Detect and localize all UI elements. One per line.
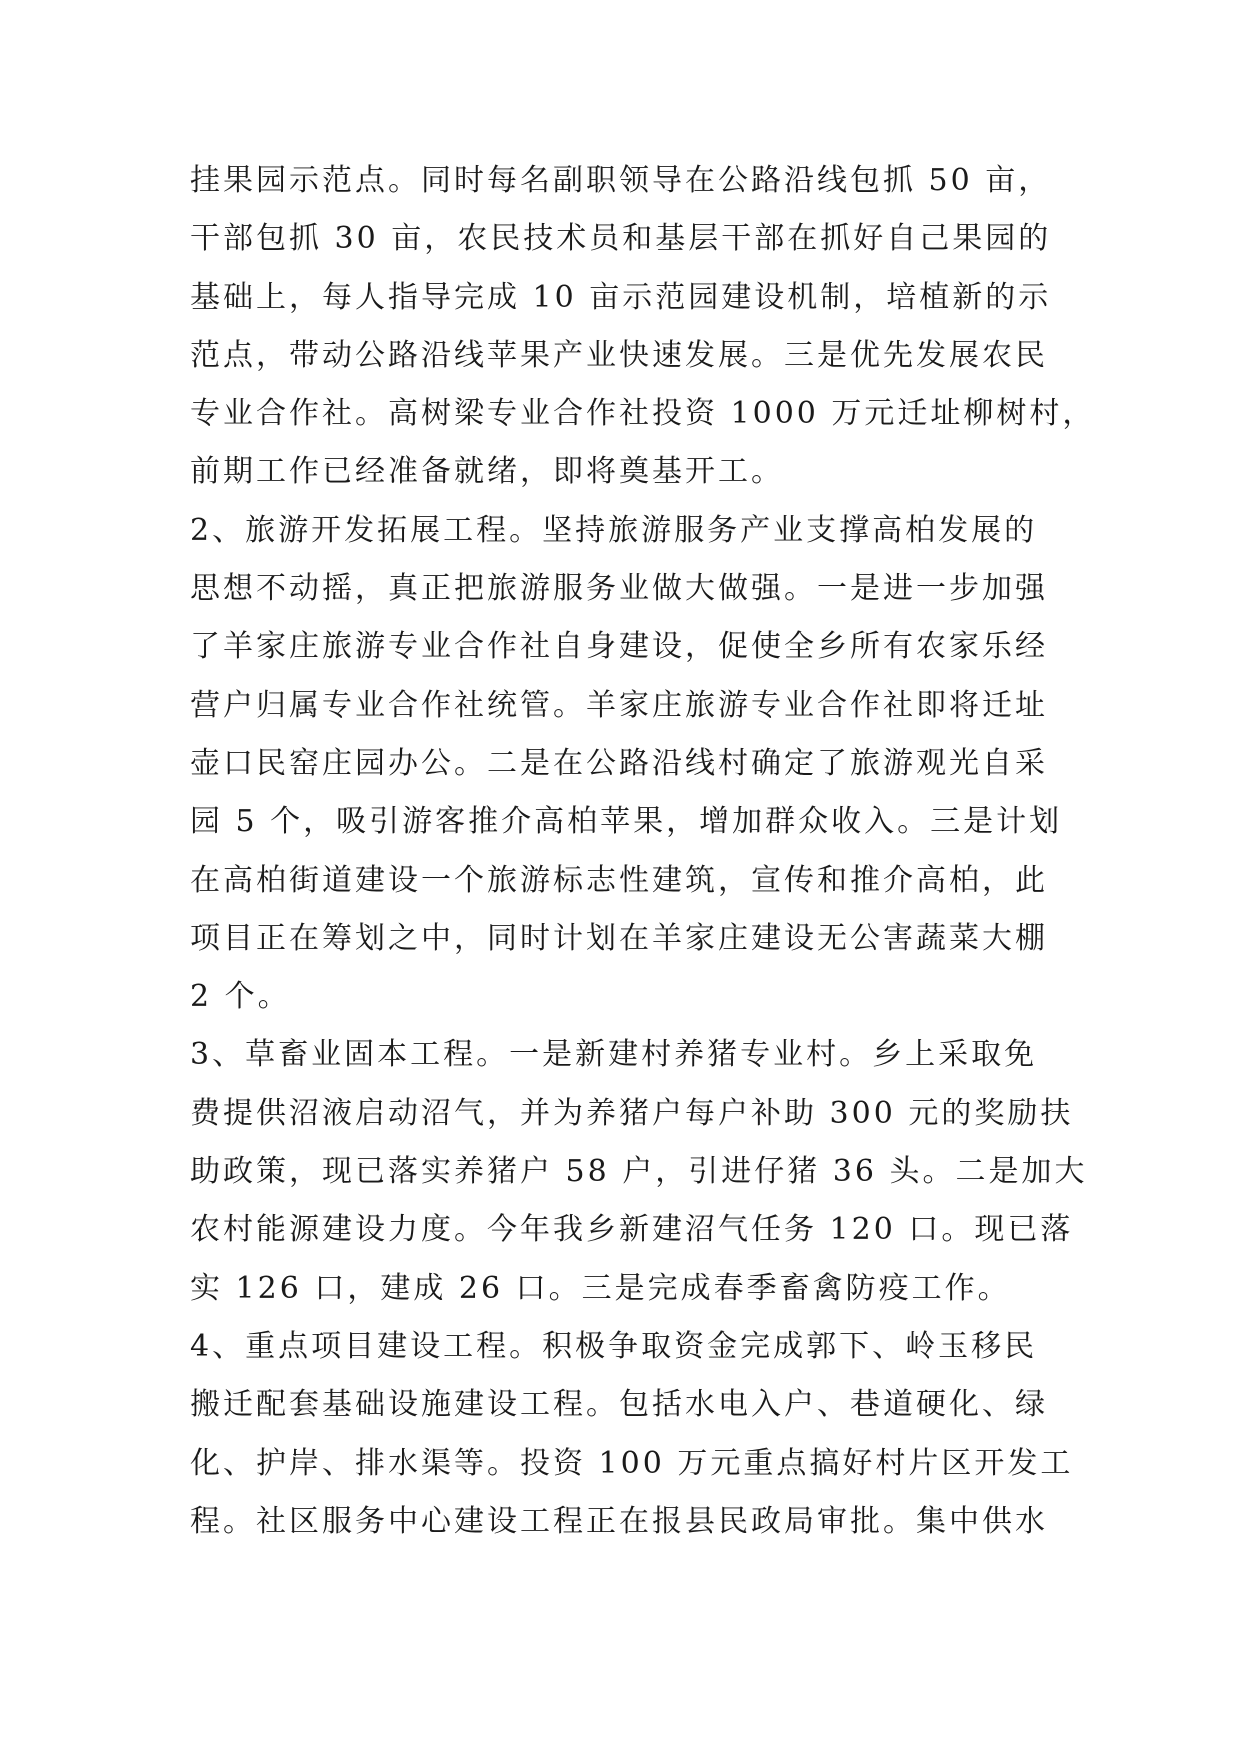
text-line: 实 126 口，建成 26 口。三是完成春季畜禽防疫工作。 bbox=[190, 1270, 1011, 1306]
text-line: 农村能源建设力度。今年我乡新建沼气任务 120 口。现已落 bbox=[190, 1212, 1074, 1248]
text-line: 思想不动摇，真正把旅游服务业做大做强。一是进一步加强 bbox=[190, 571, 1048, 607]
text-line: 费提供沼液启动沼气，并为养猪户每户补助 300 元的奖励扶 bbox=[190, 1095, 1074, 1131]
text-line: 壶口民窑庄园办公。二是在公路沿线村确定了旅游观光自采 bbox=[190, 745, 1048, 781]
section-heading-line: 3、草畜业固本工程。一是新建村养猪专业村。乡上采取免 bbox=[190, 1037, 1038, 1073]
text-line: 了羊家庄旅游专业合作社自身建设，促使全乡所有农家乐经 bbox=[190, 629, 1048, 665]
text-line: 基础上，每人指导完成 10 亩示范园建设机制，培植新的示 bbox=[190, 279, 1052, 315]
text-line: 范点，带动公路沿线苹果产业快速发展。三是优先发展农民 bbox=[190, 337, 1048, 373]
text-line: 挂果园示范点。同时每名副职领导在公路沿线包抓 50 亩， bbox=[190, 163, 1052, 198]
text-line: 在高柏街道建设一个旅游标志性建筑，宣传和推介高柏，此 bbox=[190, 862, 1048, 898]
text-line: 专业合作社。高树梁专业合作社投资 1000 万元迁址柳树村， bbox=[190, 396, 1096, 432]
text-line: 搬迁配套基础设施建设工程。包括水电入户、巷道硬化、绿 bbox=[190, 1387, 1048, 1423]
text-line: 园 5 个，吸引游客推介高柏苹果，增加群众收入。三是计划 bbox=[190, 804, 1063, 840]
section-heading-line: 2、旅游开发拓展工程。坚持旅游服务产业支撑高柏发展的 bbox=[190, 512, 1038, 548]
text-line: 化、护岸、排水渠等。投资 100 万元重点搞好村片区开发工 bbox=[190, 1445, 1074, 1481]
text-line: 项目正在筹划之中，同时计划在羊家庄建设无公害蔬菜大棚 bbox=[190, 920, 1048, 956]
text-line: 程。社区服务中心建设工程正在报县民政局审批。集中供水 bbox=[190, 1503, 1048, 1539]
body-text bbox=[190, 152, 1096, 1551]
text-line: 干部包抓 30 亩，农民技术员和基层干部在抓好自己果园的 bbox=[190, 221, 1052, 257]
section-heading-line: 4、重点项目建设工程。积极争取资金完成郭下、岭玉移民 bbox=[190, 1328, 1038, 1364]
text-line: 2 个。 bbox=[190, 979, 291, 1015]
text-line: 营户归属专业合作社统管。羊家庄旅游专业合作社即将迁址 bbox=[190, 687, 1048, 723]
text-line: 助政策，现已落实养猪户 58 户，引进仔猪 36 头。二是加大 bbox=[190, 1154, 1088, 1190]
text-line: 前期工作已经准备就绪，即将奠基开工。 bbox=[190, 454, 784, 490]
